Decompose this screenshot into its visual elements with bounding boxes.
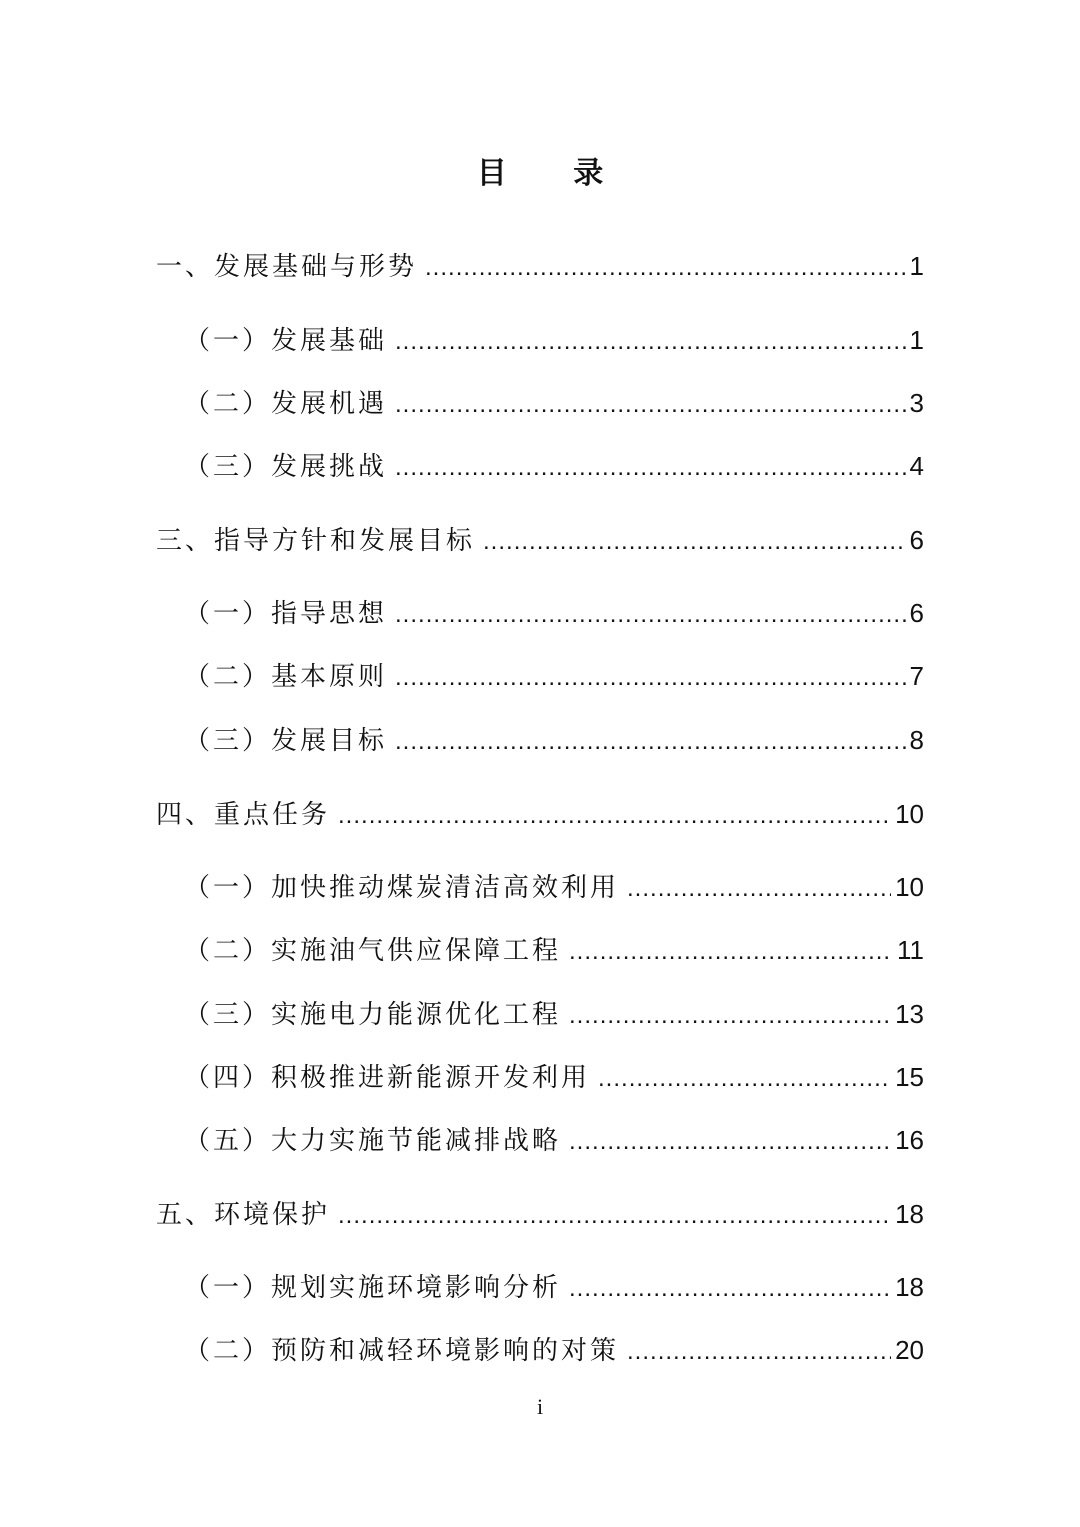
toc-entry-label: 一、发展基础与形势 xyxy=(156,252,418,282)
toc-page-number: 1 xyxy=(909,325,924,355)
toc-entry-label: （一）加快推动煤炭清洁高效利用 xyxy=(184,873,620,903)
toc-entry-label: （二）发展机遇 xyxy=(184,389,388,419)
dot-leader xyxy=(338,796,891,836)
toc-page-number: 6 xyxy=(909,525,924,555)
dot-leader xyxy=(395,385,906,425)
page-title: 目 录 xyxy=(476,156,632,191)
toc-page-number: 13 xyxy=(895,999,924,1029)
toc-subsection[interactable] xyxy=(184,383,924,425)
toc-entry-label: （三）发展目标 xyxy=(184,726,388,756)
toc-page-number: 7 xyxy=(909,661,924,691)
toc-subsection[interactable] xyxy=(184,994,924,1036)
toc-entry-label: （一）规划实施环境影响分析 xyxy=(184,1273,562,1303)
toc-section-1[interactable] xyxy=(156,246,924,288)
toc-entry-label: （二）预防和减轻环境影响的对策 xyxy=(184,1336,620,1366)
dot-leader xyxy=(598,1059,891,1099)
toc-subsection[interactable] xyxy=(184,320,924,362)
toc-entry-label: （一）发展基础 xyxy=(184,326,388,356)
toc-page-number: 4 xyxy=(909,451,924,481)
toc-entry-label: （一）指导思想 xyxy=(184,599,388,629)
toc-page-number: 6 xyxy=(909,598,924,628)
toc-entry-label: （四）积极推进新能源开发利用 xyxy=(184,1063,591,1093)
toc-subsection[interactable] xyxy=(184,1120,924,1162)
dot-leader xyxy=(395,322,906,362)
toc-page-number: 10 xyxy=(895,799,924,829)
toc-section-3[interactable] xyxy=(156,520,924,562)
dot-leader xyxy=(395,722,906,762)
dot-leader xyxy=(395,448,906,488)
dot-leader xyxy=(569,1269,891,1309)
toc-page-number: 11 xyxy=(897,935,924,965)
toc-entry-label: 三、指导方针和发展目标 xyxy=(156,526,476,556)
toc-entry-label: （二）实施油气供应保障工程 xyxy=(184,936,562,966)
dot-leader xyxy=(395,658,906,698)
toc-page-number: 18 xyxy=(895,1199,924,1229)
toc-entry-label: （三）实施电力能源优化工程 xyxy=(184,1000,562,1030)
toc-section-5[interactable] xyxy=(156,1194,924,1236)
dot-leader xyxy=(627,1332,891,1372)
toc-subsection[interactable] xyxy=(184,656,924,698)
toc-subsection[interactable] xyxy=(184,1330,924,1372)
toc-subsection[interactable] xyxy=(184,930,924,972)
toc-entry-label: 四、重点任务 xyxy=(156,800,331,830)
toc-page-number: 10 xyxy=(895,872,924,902)
toc-section-4[interactable] xyxy=(156,794,924,836)
toc-page-number: 3 xyxy=(909,388,924,418)
dot-leader xyxy=(338,1196,891,1236)
toc-entry-label: （三）发展挑战 xyxy=(184,452,388,482)
toc-subsection[interactable] xyxy=(184,593,924,635)
toc-page-number: 20 xyxy=(895,1335,924,1365)
dot-leader xyxy=(425,248,906,288)
page-number-footer: i xyxy=(536,1394,544,1419)
dot-leader xyxy=(395,595,906,635)
toc-entry-label: （五）大力实施节能减排战略 xyxy=(184,1126,562,1156)
dot-leader xyxy=(569,932,893,972)
dot-leader xyxy=(483,522,906,562)
dot-leader xyxy=(569,996,891,1036)
toc-subsection[interactable] xyxy=(184,867,924,909)
toc-page-number: 15 xyxy=(895,1062,924,1092)
toc-page-number: 1 xyxy=(909,251,924,281)
toc-entry-label: 五、环境保护 xyxy=(156,1200,331,1230)
toc-page-number: 18 xyxy=(895,1272,924,1302)
toc-subsection[interactable] xyxy=(184,446,924,488)
toc-subsection[interactable] xyxy=(184,720,924,762)
toc-subsection[interactable] xyxy=(184,1267,924,1309)
dot-leader xyxy=(569,1122,891,1162)
toc-page-number: 8 xyxy=(909,725,924,755)
toc-subsection[interactable] xyxy=(184,1057,924,1099)
dot-leader xyxy=(627,869,891,909)
toc-page-number: 16 xyxy=(895,1125,924,1155)
toc-entry-label: （二）基本原则 xyxy=(184,662,388,692)
